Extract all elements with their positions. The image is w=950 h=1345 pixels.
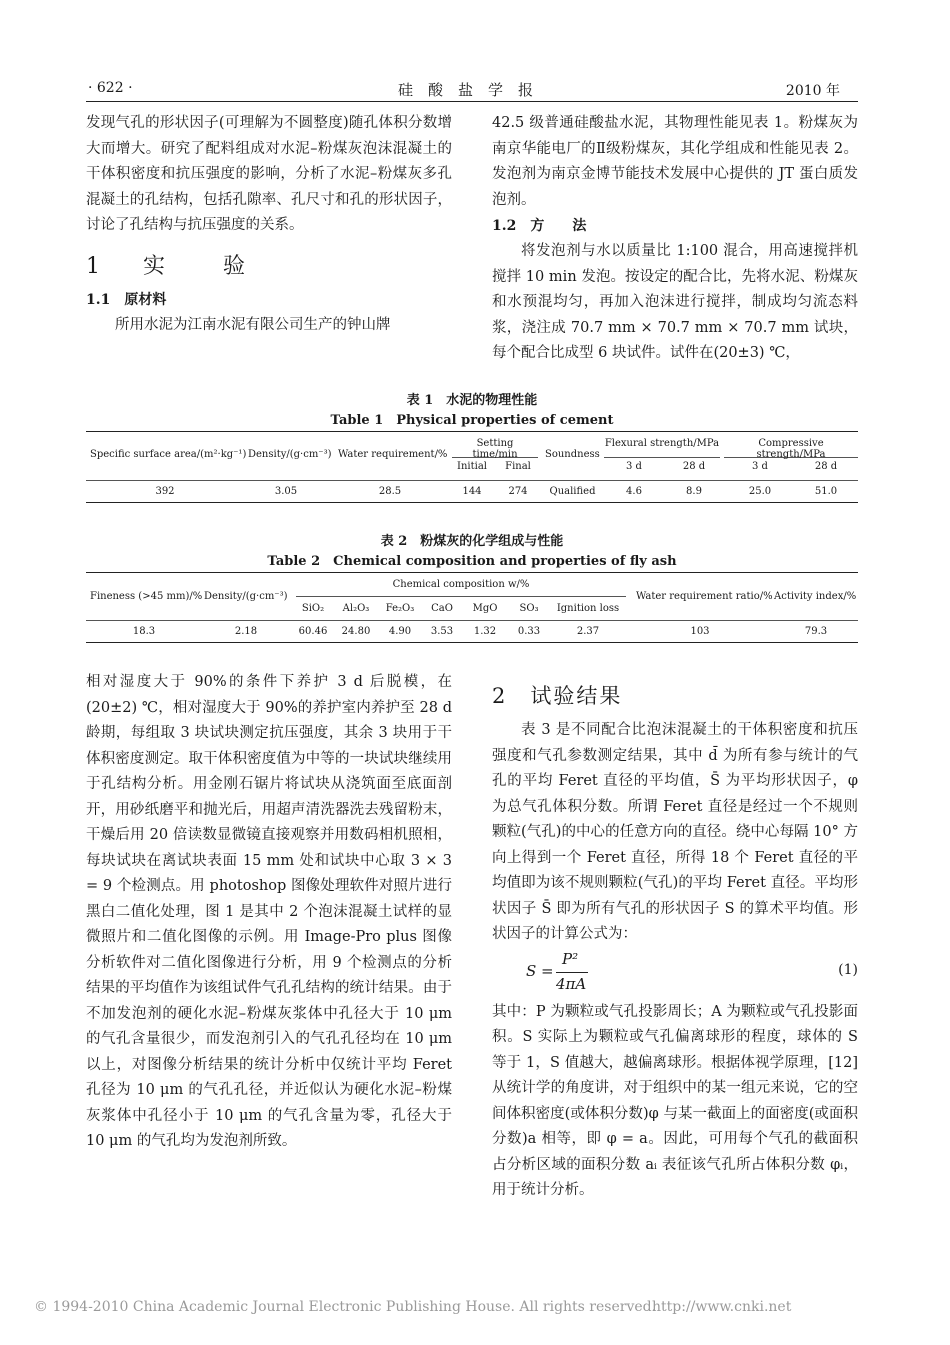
section-1-heading: 1 实 验	[86, 253, 263, 279]
t1-cell: 3.05	[274, 486, 298, 497]
t1-cell: 4.6	[626, 486, 642, 497]
subsection-1-2: 1.2 方 法	[492, 218, 587, 234]
t1-h-initial: Initial	[457, 461, 487, 472]
t2-h-activity: Activity index/%	[774, 591, 857, 602]
table2-bottom-rule	[86, 642, 858, 643]
t1-h-flex-28d: 28 d	[682, 461, 706, 472]
t2-cell: 0.33	[517, 626, 541, 637]
formula-lhs: S =	[526, 961, 554, 980]
t1-h-comp-28d: 28 d	[814, 461, 838, 472]
t1-h-water: Water requirement/%	[338, 449, 448, 460]
subsection-1-1: 1.1 原材料	[86, 291, 167, 308]
formula-explanation: 其中：P 为颗粒或气孔投影周长；A 为颗粒或气孔投影面积。S 实际上为颗粒或气孔偏离球形的程度，球体的 S 等于 1，S 值越大，越偏离球形。根据体视学原理，[12] 从统计学的角度讲，对于组织中的某一组元来说，它的空间体积密度(或体积分数)φ 与某一截面上的面密度(或面积分数)a 相等，即 φ = a。因此，可用每个气孔的截面积占分析区域的面积分数 aᵢ 表征该气孔所占体积分数 φᵢ，用于统计分析。	[492, 1003, 858, 1198]
t2-h-water-ratio: Water requirement ratio/%	[636, 591, 773, 602]
footer-url[interactable]: http://www.cnki.net	[652, 1299, 792, 1315]
left-column-bottom	[86, 670, 452, 1155]
t1-cell: 392	[155, 486, 175, 497]
t2-h-fineness: Fineness (>45 mm)/%	[90, 591, 203, 602]
t1-cell: 25.0	[748, 486, 772, 497]
materials-paragraph: 所用水泥为江南水泥有限公司生产的钟山牌	[115, 316, 391, 333]
t2-cell: 24.80	[341, 626, 371, 637]
formula-numerator: P²	[562, 949, 579, 968]
t1-cell: 8.9	[686, 486, 702, 497]
t2-h-chem: Chemical composition w/%	[392, 579, 530, 590]
table1-top-rule	[86, 431, 858, 432]
t2-h-sio2: SiO₂	[301, 603, 325, 614]
formula-1	[492, 948, 858, 1000]
t1-h-comp: Compressive strength/MPa	[756, 438, 826, 460]
t2-h-al2o3: Al₂O₃	[342, 603, 370, 614]
t2-cell: 1.32	[473, 626, 497, 637]
section-2-heading: 2 试验结果	[492, 684, 623, 708]
intro-paragraph: 发现气孔的形状因子(可理解为不圆整度)随孔体积分数增大而增大。研究了配料组成对水泥–粉煤灰泡沫混凝土的干体积密度和抗压强度的影响，分析了水泥–粉煤灰多孔混凝土的孔结构，包括孔隙率、孔尺寸和孔的形状因子，讨论了孔结构与抗压强度的关系。	[86, 115, 452, 233]
curing-paragraph: 相对湿度大于 90%的条件下养护 3 d 后脱模，在(20±2) ℃，相对湿度大于 90%的养护室内养护至 28 d 龄期，每组取 3 块试块测定抗压强度，其余 3 块用于干体积密度测定。取干体积密度值为中等的一块试块继续用于孔结构分析。用金刚石锯片将试块从浇筑面至底面剖开，用砂纸磨平和抛光后，用超声清洗器洗去残留粉末，干燥后用 20 倍读数显微镜直接观察并用数码相机照相，每块试块在离试块表面 15 mm 处和试块中心取 3 × 3 = 9 个检测点。用 photoshop 图像处理软件对照片进行黑白二值化处理，图 1 是其中 2 个泡沫混凝土试样的显微照片和二值化图像的示例。用 Image-Pro plus 图像分析软件对二值化图像进行分析，用 9 个检测点的分析结果的平均值作为该组试件气孔孔结构的统计结果。由于不加发泡剂的硬化水泥–粉煤灰浆体中孔径大于 10 μm 的气孔含量很少，而发泡剂引入的气孔孔径均在 10 μm 以上，对图像分析结果的统计分析中仅统计平均 Feret 孔径为 10 μm 的气孔孔径，并近似认为硬化水泥–粉煤灰浆体中孔径小于 10 μm 的气孔含量为零，孔径大于 10 μm 的气孔均为发泡剂所致。	[86, 674, 452, 1149]
t1-cell: 51.0	[814, 486, 838, 497]
right-column-top	[492, 111, 858, 367]
t1-h-ssa: Specific surface area/(m²·kg⁻¹)	[90, 449, 247, 460]
t2-cell: 18.3	[132, 626, 156, 637]
header-rule	[86, 101, 858, 102]
table2-chem-rule	[296, 596, 626, 597]
t1-h-flex-3d: 3 d	[626, 461, 642, 472]
footer-copyright: © 1994-2010 China Academic Journal Electronic Publishing House. All rights reserved.	[34, 1299, 657, 1315]
materials-continued: 42.5 级普通硅酸盐水泥，其物理性能见表 1。粉煤灰为南京华能电厂的Ⅱ级粉煤灰，其化学组成和性能见表 2。发泡剂为南京金博节能技术发展中心提供的 JT 蛋白质发泡剂。	[492, 115, 858, 208]
t1-h-comp-3d: 3 d	[752, 461, 768, 472]
table2-header-rule	[86, 620, 858, 621]
journal-title: 硅 酸 盐 学 报	[398, 81, 534, 99]
header-year: 2010 年	[785, 83, 840, 99]
t2-cell: 2.37	[576, 626, 600, 637]
t1-h-setting: Setting time/min	[472, 438, 518, 460]
left-column-top	[86, 111, 452, 338]
table1-flex-rule	[604, 457, 720, 458]
t2-cell: 4.90	[388, 626, 412, 637]
t1-h-density: Density/(g·cm⁻³)	[248, 449, 332, 460]
t1-cell: 274	[508, 486, 528, 497]
table1-caption-cn: 表 1 水泥的物理性能	[406, 393, 538, 408]
t2-cell: 103	[690, 626, 710, 637]
method-paragraph: 将发泡剂与水以质量比 1:100 混合，用高速搅拌机搅拌 10 min 发泡。按设定的配合比，先将水泥、粉煤灰和水预混均匀，再加入泡沫进行搅拌，制成均匀流态料浆，浇注成 70.7 mm × 70.7 mm × 70.7 mm 试块，每个配合比成型 6 块试件。试件在(20±3) ℃，	[492, 243, 858, 361]
table2-top-rule	[86, 572, 858, 573]
t2-cell: 79.3	[804, 626, 828, 637]
t2-cell: 3.53	[430, 626, 454, 637]
t2-h-ignition: Ignition loss	[556, 603, 620, 614]
formula-denominator: 4πA	[556, 974, 587, 993]
table1-caption-en: Table 1 Physical properties of cement	[330, 413, 614, 428]
t1-h-soundness: Soundness	[545, 449, 600, 460]
formula-number: (1)	[838, 961, 858, 978]
t1-cell: 28.5	[378, 486, 402, 497]
t2-h-so3: SO₃	[519, 603, 539, 614]
t1-h-flex: Flexural strength/MPa	[604, 438, 720, 449]
formula-fraction-bar	[556, 972, 588, 973]
t2-h-mgo: MgO	[472, 603, 498, 614]
t2-cell: 2.18	[234, 626, 258, 637]
t2-h-density: Density/(g·cm⁻³)	[204, 591, 288, 602]
page-number: · 622 ·	[88, 80, 133, 96]
table2-caption-en: Table 2 Chemical composition and properties of fly ash	[267, 554, 677, 569]
table2-caption-cn: 表 2 粉煤灰的化学组成与性能	[380, 534, 564, 549]
t2-cell: 60.46	[298, 626, 328, 637]
t1-h-final: Final	[505, 461, 531, 472]
table1-bottom-rule	[86, 502, 858, 503]
table1-header-rule	[86, 480, 858, 481]
t2-h-fe2o3: Fe₂O₃	[385, 603, 415, 614]
t1-cell: Qualified	[549, 486, 596, 497]
t2-h-cao: CaO	[431, 603, 453, 614]
right-column-bottom	[492, 680, 858, 1204]
t1-cell: 144	[462, 486, 482, 497]
results-paragraph: 表 3 是不同配合比泡沫混凝土的干体积密度和抗压强度和气孔参数测定结果，其中 d̄ 为所有参与统计的气孔的平均 Feret 直径的平均值，S̄ 为平均形状因子，φ 为总气孔体积分数。所谓 Feret 直径是经过一个不规则颗粒(气孔)的中心的任意方向的直径。绕中心每隔 10° 方向上得到一个 Feret 直径，所得 18 个 Feret 直径的平均值即为该不规则颗粒(气孔)的平均 Feret 直径。平均形状因子 S̄ 即为所有气孔的形状因子 S 的算术平均值。形状因子的计算公式为：	[492, 722, 858, 942]
